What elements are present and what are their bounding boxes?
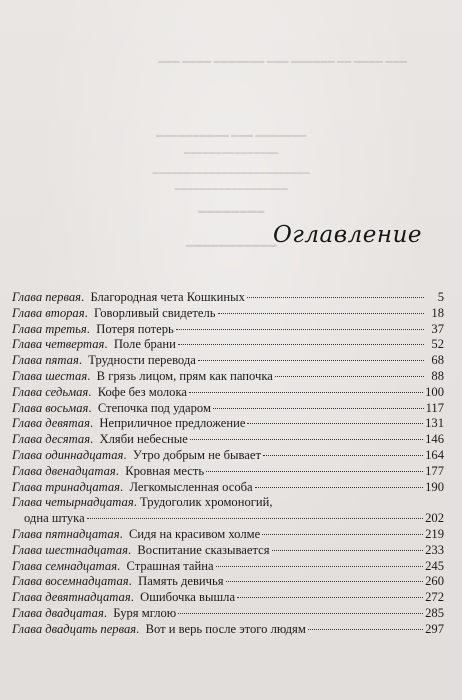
dot-leader (87, 515, 423, 519)
page-number: 18 (431, 305, 444, 320)
dot-leader (247, 294, 424, 298)
page-number: 5 (437, 290, 444, 304)
page-title: Оглавление (272, 222, 422, 248)
page-number: 146 (425, 432, 444, 447)
separator: . (88, 384, 98, 399)
toc-entry (12, 559, 444, 575)
toc-entry (12, 322, 444, 338)
toc-entry (12, 480, 444, 496)
separator: . (87, 368, 97, 383)
toc-entry (12, 448, 444, 464)
chapter-title-continued: одна штука (24, 511, 85, 526)
dot-leader (213, 405, 424, 409)
toc-entry (12, 401, 444, 417)
bleed-through-text: ▬▬▬▬▬▬▬▬▬▬▬▬▬▬▬▬▬▬▬▬▬▬▬▬▬ (152, 170, 310, 176)
separator: . (127, 542, 138, 557)
chapter-title: Трудоголик хромоногий, (139, 495, 273, 510)
toc-entry (12, 416, 444, 432)
toc-entry (12, 606, 444, 622)
chapter-label: Глава шестая (12, 368, 88, 383)
bleed-through-text: ▬▬▬▬▬▬▬▬▬▬▬▬▬▬▬ (183, 150, 279, 156)
dot-leader (218, 310, 424, 314)
chapter-label: Глава восемнадцатая (12, 574, 129, 589)
chapter-title: В грязь лицом, прям как папочка (96, 368, 273, 383)
chapter-label: Глава пятнадцатая (12, 526, 120, 541)
page-number: 285 (425, 605, 444, 620)
page-number: 131 (425, 416, 444, 431)
chapter-title: Память девичья (138, 574, 224, 589)
chapter-label: Глава семнадцатая (12, 558, 118, 573)
page-number: 272 (425, 590, 444, 605)
page-number: 260 (425, 574, 444, 589)
chapter-title: Говорливый свидетель (94, 305, 216, 320)
chapter-title: Страшная тайна (126, 558, 214, 573)
chapter-label: Глава десятая (12, 432, 91, 447)
toc-entry (12, 574, 444, 590)
chapter-label: Глава тринадцатая (12, 479, 121, 494)
bleed-through-text: ▬▬▬ ▬▬▬▬ ▬▬ ▬▬▬▬▬▬ ▬▬▬ ▬▬▬▬▬▬▬ ▬▬▬▬ ▬▬▬ (157, 58, 407, 65)
toc-entry (12, 432, 444, 448)
chapter-title: Воспитание сказывается (137, 542, 270, 557)
chapter-title: Степочка под ударом (97, 400, 211, 415)
bleed-through-text: ▬▬▬▬▬▬▬▬▬▬▬▬▬▬▬▬▬▬ (174, 186, 288, 192)
chapter-label: Глава седьмая (12, 384, 89, 399)
chapter-title: Поле брани (113, 337, 176, 352)
bleed-through-text: ▬▬▬▬▬▬▬▬ (197, 206, 265, 215)
separator: . (128, 574, 139, 589)
separator: . (89, 416, 100, 431)
chapter-title: Легкомысленная особа (129, 479, 253, 494)
page-number: 68 (431, 353, 444, 368)
toc-entry (12, 306, 444, 322)
page-number: 245 (425, 558, 444, 573)
toc-entry (12, 543, 444, 559)
chapter-label: Глава первая (12, 290, 81, 304)
dot-leader (226, 578, 424, 582)
dot-leader (272, 547, 424, 551)
dot-leader (206, 468, 423, 472)
toc-entry (12, 369, 444, 385)
chapter-label: Глава одиннадцатая (12, 447, 124, 462)
chapter-label: Глава третья (12, 321, 87, 336)
dot-leader (275, 373, 424, 377)
chapter-title: Кофе без молока (97, 384, 187, 399)
dot-leader (189, 389, 423, 393)
chapter-title: Вот и верь после этого людям (145, 621, 306, 636)
separator: . (78, 353, 89, 368)
chapter-title: Потеря потерь (96, 321, 174, 336)
dot-leader (308, 626, 423, 630)
dot-leader (237, 594, 423, 598)
chapter-label: Глава вторая (12, 305, 85, 320)
page-number: 219 (425, 526, 444, 541)
separator: . (88, 400, 98, 415)
chapter-label: Глава четвертая (12, 337, 105, 352)
chapter-title: Ошибочка вышла (140, 590, 236, 605)
dot-leader (262, 531, 423, 535)
chapter-label: Глава двенадцатая (12, 463, 116, 478)
separator: . (80, 290, 91, 304)
dot-leader (198, 357, 424, 361)
chapter-label: Глава двадцать первая (12, 621, 137, 636)
table-of-contents (12, 290, 444, 638)
separator: . (103, 605, 114, 620)
separator: . (123, 447, 133, 462)
separator: . (136, 621, 146, 636)
dot-leader (176, 326, 424, 330)
page-number: 37 (431, 321, 444, 336)
dot-leader (255, 484, 423, 488)
page-number: 297 (425, 621, 444, 636)
separator: . (86, 321, 97, 336)
dot-leader (178, 341, 424, 345)
separator: . (115, 463, 126, 478)
dot-leader (178, 610, 423, 614)
dot-leader (263, 452, 423, 456)
toc-entry (12, 527, 444, 543)
separator: . (120, 479, 130, 494)
chapter-title: Сидя на красивом холме (129, 526, 261, 541)
chapter-title: Буря мглою (113, 605, 177, 620)
separator: . (117, 558, 127, 573)
chapter-label: Глава девятнадцатая (12, 590, 131, 605)
toc-entry (12, 353, 444, 369)
chapter-label: Глава двадцатая (12, 605, 104, 620)
dot-leader (190, 436, 423, 440)
separator: . (84, 305, 95, 320)
toc-entry (12, 290, 444, 306)
separator: . (130, 590, 141, 605)
chapter-title: Утро добрым не бывает (132, 447, 261, 462)
toc-entry (12, 495, 444, 527)
toc-entry (12, 590, 444, 606)
chapter-title: Благородная чета Кошкиных (90, 290, 245, 304)
chapter-title: Хляби небесные (99, 432, 188, 447)
separator: . (133, 495, 140, 510)
page-number: 100 (425, 384, 444, 399)
separator: . (104, 337, 114, 352)
toc-entry (12, 385, 444, 401)
bleed-through-text: ▬▬▬▬▬▬▬▬▬▬▬ (185, 240, 277, 249)
chapter-title: Трудности перевода (88, 353, 196, 368)
page-number: 202 (425, 511, 444, 526)
toc-entry (12, 337, 444, 353)
separator: . (119, 526, 130, 541)
chapter-title: Кровная месть (125, 463, 205, 478)
toc-entry (12, 464, 444, 480)
bleed-through-text: ▬▬▬▬▬▬▬ ▬▬▬ ▬▬▬▬▬▬▬▬▬▬ (155, 132, 307, 139)
chapter-label: Глава девятая (12, 416, 90, 431)
chapter-label: Глава пятая (12, 353, 79, 368)
chapter-label: Глава восьмая (12, 400, 89, 415)
page-number: 52 (431, 337, 444, 352)
page-number: 177 (425, 463, 444, 478)
page-number: 233 (425, 542, 444, 557)
toc-entry (12, 622, 444, 638)
separator: . (90, 432, 100, 447)
page-number: 117 (425, 400, 444, 415)
page-number: 190 (425, 479, 444, 494)
chapter-label: Глава шестнадцатая (12, 542, 128, 557)
dot-leader (216, 563, 424, 567)
chapter-title: Неприличное предложение (99, 416, 246, 431)
chapter-label: Глава четырнадцатая (12, 495, 134, 510)
page-number: 88 (431, 368, 444, 383)
page-number: 164 (425, 447, 444, 462)
dot-leader (247, 420, 423, 424)
